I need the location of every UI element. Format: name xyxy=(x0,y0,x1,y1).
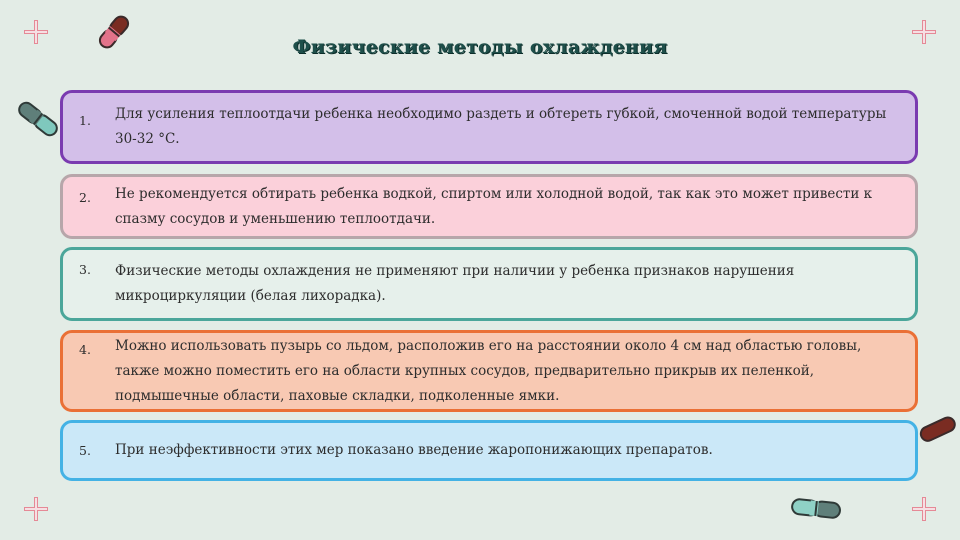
pill-capsule-icon xyxy=(12,96,64,142)
item-text: Можно использовать пузырь со льдом, расположив его на расстоянии около 4 см над областью головы, также можно поместить его на области крупных сосудов, предварительно прикрыв их пеленкой, подмышечные области, паховые складки, подколенные ямки. xyxy=(115,337,862,404)
item-text: При неэффективности этих мер показано введение жаропонижающих препаратов. xyxy=(115,442,713,458)
plus-icon xyxy=(24,497,48,521)
item-number: 2. xyxy=(79,190,91,205)
item-number: 3. xyxy=(79,262,91,277)
list-item xyxy=(60,174,918,239)
item-number: 5. xyxy=(79,443,91,458)
pill-capsule-icon xyxy=(788,494,844,524)
item-text: Не рекомендуется обтирать ребенка водкой, спиртом или холодной водой, так как это может привести к спазму сосудов и уменьшению теплоотдачи. xyxy=(115,185,873,227)
item-text: Для усиления теплоотдачи ребенка необходимо раздеть и обтереть губкой, смоченной водой температуры 30-32 °С. xyxy=(115,106,887,147)
list-item xyxy=(60,247,918,321)
list-item xyxy=(60,420,918,481)
item-text: Физические методы охлаждения не применяют при наличии у ребенка признаков нарушения микроциркуляции (белая лихорадка). xyxy=(115,263,795,304)
slide-title: Физические методы охлаждения xyxy=(292,36,668,58)
item-number: 1. xyxy=(79,113,91,128)
plus-icon xyxy=(912,497,936,521)
list-item xyxy=(60,330,918,412)
pill-capsule-icon xyxy=(912,410,960,450)
list-item xyxy=(60,90,918,164)
item-number: 4. xyxy=(79,342,91,357)
